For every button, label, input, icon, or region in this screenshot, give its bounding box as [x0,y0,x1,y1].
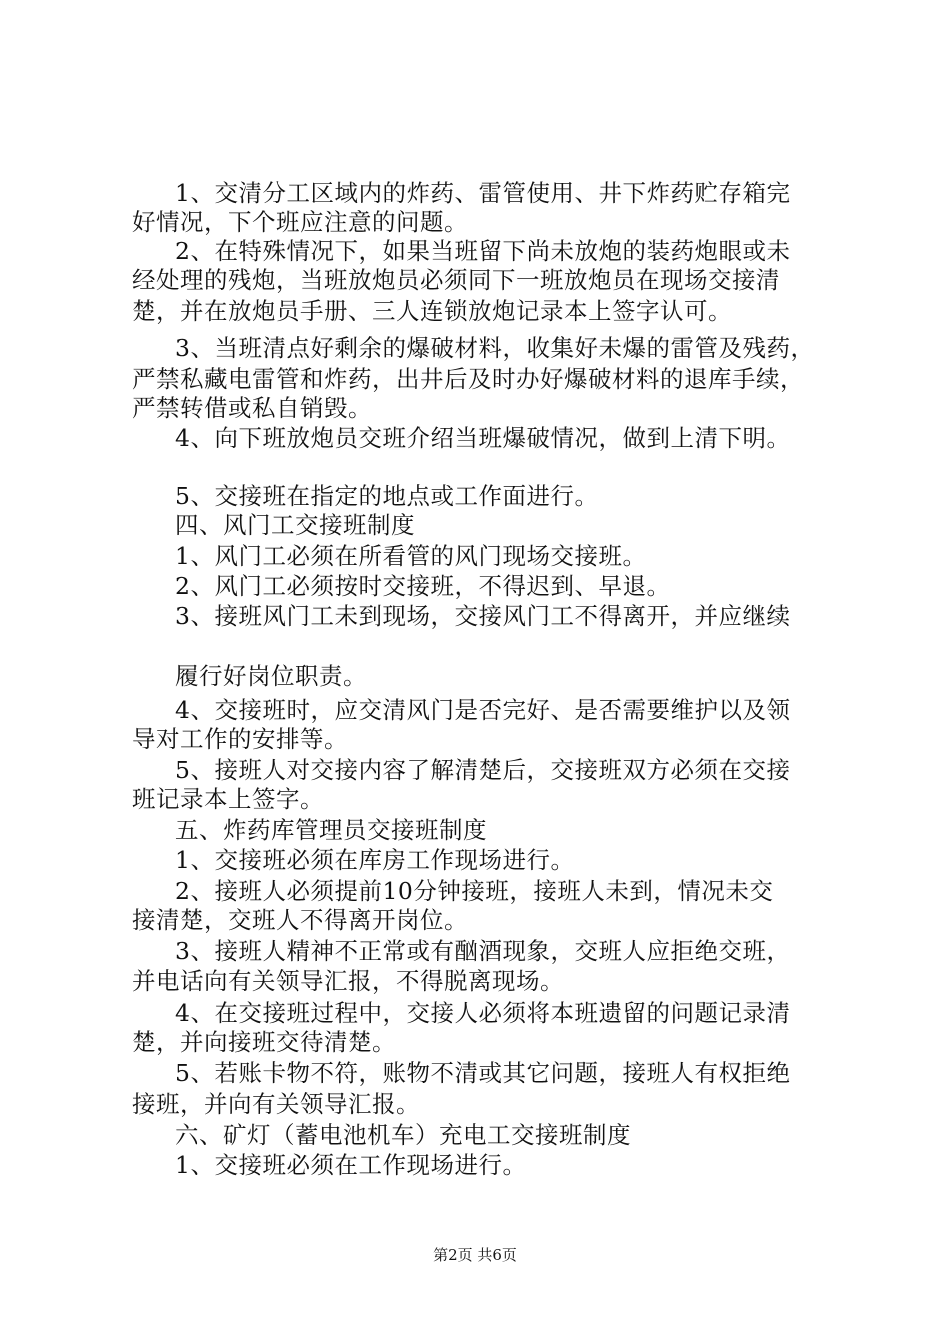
paragraph-line: 4、交接班时，应交清风门是否完好、是否需要维护以及领 [175,696,791,724]
paragraph-line: 并电话向有关领导汇报，不得脱离现场。 [132,967,564,995]
paragraph-line: 好情况，下个班应注意的问题。 [132,208,468,236]
paragraph-line: 2、在特殊情况下，如果当班留下尚未放炮的装药炮眼或未 [175,237,791,265]
paragraph-line: 1、交接班必须在库房工作现场进行。 [175,846,575,874]
paragraph-line: 接班，并向有关领导汇报。 [132,1090,420,1118]
section-heading: 六、矿灯（蓄电池机车）充电工交接班制度 [175,1121,631,1149]
paragraph-line: 5、接班人对交接内容了解清楚后，交接班双方必须在交接 [175,756,791,784]
paragraph-line: 接清楚，交班人不得离开岗位。 [132,906,468,934]
paragraph-line: 楚，并向接班交待清楚。 [132,1028,396,1056]
section-heading: 五、炸药库管理员交接班制度 [175,816,487,844]
paragraph-line: 经处理的残炮，当班放炮员必须同下一班放炮员在现场交接清 [132,266,780,294]
paragraph-line: 履行好岗位职责。 [175,662,367,690]
paragraph-line: 1、风门工必须在所看管的风门现场交接班。 [175,542,647,570]
paragraph-line: 班记录本上签字。 [132,785,324,813]
paragraph-line: 4、向下班放炮员交班介绍当班爆破情况，做到上清下明。 [175,424,791,452]
paragraph-line: 严禁转借或私自销毁。 [132,394,372,422]
paragraph-line: 3、接班人精神不正常或有酗酒现象，交班人应拒绝交班， [175,937,791,965]
paragraph-line: 3、接班风门工未到现场，交接风门工不得离开，并应继续 [175,602,791,630]
paragraph-line: 4、在交接班过程中，交接人必须将本班遗留的问题记录清 [175,999,791,1027]
section-heading: 四、风门工交接班制度 [175,511,415,539]
paragraph-line: 3、当班清点好剩余的爆破材料，收集好未爆的雷管及残药， [175,334,815,362]
paragraph-line: 2、风门工必须按时交接班，不得迟到、早退。 [175,572,671,600]
paragraph-line: 2、接班人必须提前10分钟接班，接班人未到，情况未交 [175,877,774,905]
page-footer: 第2页 共6页 [433,1246,517,1264]
paragraph-line: 5、若账卡物不符，账物不清或其它问题，接班人有权拒绝 [175,1059,791,1087]
paragraph-line: 5、交接班在指定的地点或工作面进行。 [175,482,599,510]
paragraph-line: 楚，并在放炮员手册、三人连锁放炮记录本上签字认可。 [132,297,732,325]
paragraph-line: 严禁私藏电雷管和炸药，出井后及时办好爆破材料的退库手续， [132,365,804,393]
paragraph-line: 1、交清分工区域内的炸药、雷管使用、井下炸药贮存箱完 [175,179,791,207]
paragraph-line: 1、交接班必须在工作现场进行。 [175,1151,527,1179]
paragraph-line: 导对工作的安排等。 [132,725,348,753]
